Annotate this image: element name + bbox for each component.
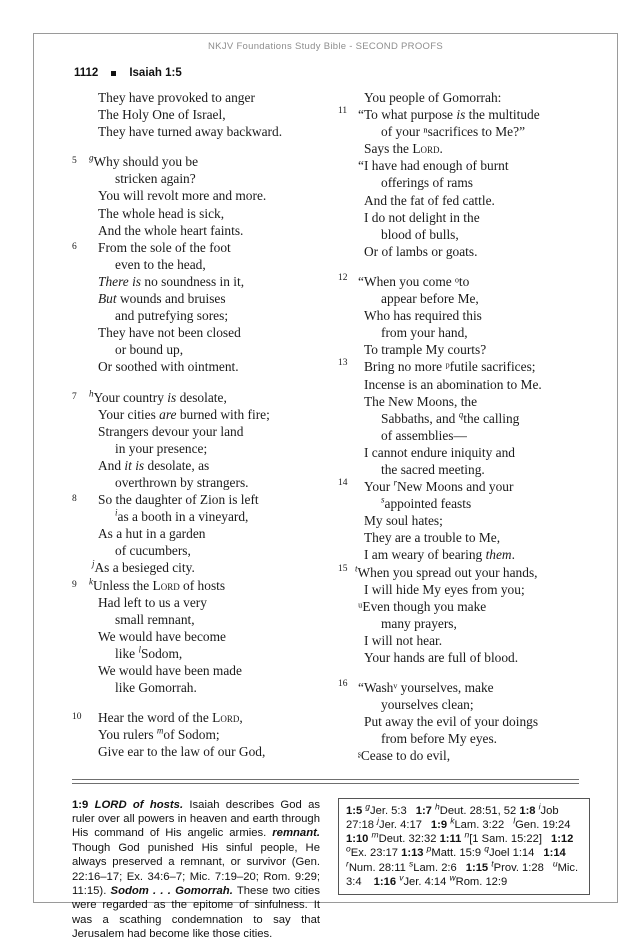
footnote-marker[interactable]: m [156,725,164,736]
verse-text: Why should you be [93,154,199,170]
study-note [72,798,320,942]
running-head: NKJV Foundations Study Bible - SECOND PROOFS [208,41,443,52]
verse-line: They have turned away backward. [98,124,283,140]
study-note-headword: LORD of hosts. [94,798,184,811]
verse-line: They are a trouble to Me, [364,530,501,546]
verse-number: 8 [72,494,77,505]
verse-line: The whole head is sick, [98,205,225,221]
xref-letter[interactable]: g [365,800,371,811]
study-note-text: These two cities were regarded as the epitome of sinfulness. It was a scathing condemnation to say that Jerusalem had become like those cities. [72,885,320,941]
verse-line: Your $^r$New Moons and your [364,477,514,495]
verse-line: “To what purpose is the multitude [358,107,540,123]
italic-word: But [98,291,117,307]
verse-block-14 [338,478,590,563]
verse-line: So the daughter of Zion is left [98,492,259,508]
verse-line: Sabbaths, and $^q$the calling [381,409,520,426]
verse-line: from before My eyes. [381,731,498,747]
verse-number: 12 [338,272,348,283]
verse-line: Who has required this [364,308,482,324]
double-rule [72,779,579,784]
xref-letter[interactable]: j [377,815,379,826]
verse-block-8 [72,491,320,576]
verse-line: We would have become [98,628,226,644]
footnote-marker[interactable]: k [89,576,93,587]
footnote-marker[interactable]: t [355,563,358,574]
verse-line: or bound up, [115,342,184,358]
apparatus-row [34,798,617,942]
verse-line: There is no soundness in it, [98,273,245,289]
xref-letter[interactable]: o [346,843,351,854]
verse-line: Had left to us a very [98,594,207,610]
verse-line: ᵘEven though you make [358,598,487,614]
verse-line: I will not hear. [364,632,443,648]
verse-line: Give ear to the law of our God, [98,744,266,760]
verse-line: “Washᵛ yourselves, make [358,680,494,696]
verse-line: I do not delight in the [364,209,480,225]
verse-line: yourselves clean; [381,697,474,713]
xref-target[interactable]: Deut. 32:32 [378,833,437,846]
xref-letter[interactable]: q [484,843,489,854]
verse-line: I am weary of bearing them. [364,547,515,563]
verse-line: I will hide My eyes from you; [364,581,525,597]
verse-line: Hear the word of the Lord, [98,710,243,726]
verse-number: 15 [338,563,348,574]
verse-number: 9 [72,579,77,590]
verse-line: They have provoked to anger [98,90,255,105]
xref-target[interactable]: Matt. 15:9 [431,847,482,860]
verse-line: “When you come ᵒto [358,273,470,289]
verse-line: You will revolt more and more. [98,188,267,204]
verse-number: 10 [72,712,82,723]
verse-line: $^k$Unless the Lord of hosts [89,576,226,593]
xref-letter[interactable]: k [450,815,455,826]
scripture-column-right [338,89,590,765]
xref-verse: 1:8 [519,804,536,817]
verse-line: Or soothed with ointment. [98,359,239,375]
verse-line: My soul hates; [364,513,443,529]
xref-target[interactable]: Gen. 19:24 [515,818,571,831]
verse-line: of your ⁿsacrifices to Me?” [381,124,526,140]
verse-line: ᶳCease to do evil, [358,748,451,764]
verse-number: 11 [338,106,348,117]
verse-block-continuation-right [338,89,590,106]
verse-line: The New Moons, the [364,393,478,409]
divine-name: Lord [412,141,440,157]
verse-line: $^s$appointed feasts [381,494,472,512]
verse-line: Your cities are burned with fire; [98,406,270,422]
verse-line: They have not been closed [98,325,241,341]
xref-target[interactable]: Num. 28:11 [348,861,406,874]
xref-target[interactable]: Job 27:18 [346,804,559,831]
square-bullet-icon [111,71,116,76]
xref-target[interactable]: Lam. 2:6 [413,861,457,874]
verse-line: And it is desolate, as [98,457,210,473]
verse-text: as a booth in a vineyard, [117,509,249,525]
verse-line: overthrown by strangers. [115,474,249,490]
verse-block-16 [338,679,590,764]
xref-letter[interactable]: w [449,872,456,883]
xref-target[interactable]: Joel 1:14 [488,847,535,860]
xref-target[interactable]: Lam. 3:22 [454,818,505,831]
verse-number: 16 [338,679,348,690]
verse-line [98,508,320,525]
scripture-column-left [72,89,320,765]
verse-number: 5 [72,156,77,167]
xref-letter[interactable]: r [346,858,349,869]
verse-block-continuation [72,89,320,140]
xref-verse: 1:10 [346,833,369,846]
footnote-marker[interactable]: s [381,494,385,505]
xref-target[interactable]: Jer. 4:17 [379,818,422,831]
verse-line: blood of bulls, [381,226,459,242]
verse-line: As a hut in a garden [98,526,206,542]
verse-block-6 [72,239,320,376]
verse-block-7 [72,389,320,492]
xref-target[interactable]: Deut. 28:51, 52 [439,804,517,817]
xref-letter[interactable]: s [408,858,414,869]
verse-block-12 [338,273,590,358]
verse-block-5 [72,153,320,238]
verse-number: 7 [72,391,77,402]
verse-line: like $^l$Sodom, [115,644,183,661]
italic-word: them [485,547,512,563]
xref-letter[interactable]: h [435,800,440,811]
footnote-marker[interactable]: j [92,558,95,569]
xref-target[interactable]: Prov. 1:28 [493,861,544,874]
divine-name: Lord [212,710,240,726]
section-divider [72,779,579,784]
xref-letter[interactable]: l [513,815,516,826]
xref-letter[interactable]: n [464,829,470,840]
verse-line [92,559,320,576]
cross-reference-column [338,798,590,942]
xref-verse: 1:16 [373,876,397,889]
verse-line: We would have been made [98,663,242,678]
verse-line: Bring no more ᵖfutile sacrifices; [364,359,536,375]
verse-line: $^h$Your country is desolate, [89,388,227,405]
verse-line: Strangers devour your land [98,423,244,439]
verse-line: You rulers $^m$of Sodom; [98,725,220,743]
xref-letter[interactable]: v [399,872,404,883]
study-note-text: Isaiah describes God as ruler over all powers in heaven and earth through His command of His angelic armies. [72,798,320,840]
verse-line: “I have had enough of burnt [358,158,509,174]
folio-scripture-reference: Isaiah 1:5 [129,67,182,79]
xref-verse: 1:7 [415,804,432,817]
xref-letter[interactable]: i [538,800,541,811]
study-note-text: Though God punished His sinful people, He always preserved a remnant, or survivor (Gen. 22:16–17; Ex. 34:6–7; Mic. 7:19–20; Rom. 9:29; 11:15). [72,841,320,897]
xref-verse: 1:11 [439,833,462,846]
verse-line: even to the head, [115,256,206,272]
bible-page [33,33,618,941]
footnote-marker[interactable]: h [89,388,94,399]
italic-word: is [456,107,466,123]
verse-line: many prayers, [381,615,457,631]
study-note-reference: 1:9 [72,798,89,811]
italic-word: is [167,389,177,405]
xref-target[interactable]: Rom. 12:9 [455,876,508,889]
verse-line: Your hands are full of blood. [364,650,519,665]
verse-block-11 [338,106,590,260]
verse-number: 13 [338,358,348,369]
italic-word: it is [124,457,145,473]
verse-line: like Gomorrah. [115,680,197,696]
xref-target[interactable]: Jer. 4:14 [403,876,447,889]
verse-text: When you spread out your hands, [357,564,538,580]
footnote-marker[interactable]: l [138,644,141,655]
verse-line: But wounds and bruises [98,291,226,307]
verse-number: 14 [338,478,348,489]
verse-line [89,153,320,170]
verse-line: offerings of rams [381,175,473,191]
verse-block-15 [338,564,590,667]
verse-line: Says the Lord. [364,141,443,157]
verse-line: of cucumbers, [115,543,191,559]
xref-letter[interactable]: u [552,858,558,869]
verse-line: From the sole of the foot [98,239,231,255]
verse-line: Put away the evil of your doings [364,714,539,730]
study-note-headword: Sodom . . . Gomorrah. [110,885,233,897]
verse-line: Incense is an abomination to Me. [364,376,542,392]
italic-word: There is [98,273,142,289]
xref-verse: 1:15 [465,861,489,874]
footnote-marker[interactable]: r [393,477,398,488]
verse-block-13 [338,358,590,478]
verse-line: of assemblies— [381,427,467,443]
xref-target[interactable]: Mic. 3:4 [346,861,579,889]
verse-number: 6 [72,241,77,252]
xref-verse: 1:13 [401,847,424,860]
verse-line: And the fat of fed cattle. [364,192,495,208]
verse-block-10 [72,709,320,760]
folio-line [34,67,617,79]
verse-line [355,564,590,581]
xref-verse: 1:9 [430,818,448,831]
italic-word: are [159,406,177,422]
xref-verse: 1:12 [550,833,574,846]
xref-verse: 1:5 [346,804,363,817]
verse-text: As a besieged city. [94,560,195,576]
study-note-headword: remnant. [272,827,320,840]
xref-letter[interactable]: t [491,858,494,869]
verse-line: in your presence; [115,440,208,456]
footnote-marker[interactable]: q [458,409,464,420]
footnote-marker[interactable]: g [89,152,94,163]
verse-line: The Holy One of Israel, [98,107,226,123]
verse-line: I cannot endure iniquity and [364,444,515,460]
xref-target[interactable]: Ex. 23:17 [350,847,399,860]
verse-line: Or of lambs or goats. [364,243,478,259]
xref-letter[interactable]: m [371,829,379,840]
cross-reference-box [338,798,590,896]
xref-target[interactable]: Jer. 5:3 [370,804,407,817]
divine-name: Lord [152,577,180,593]
verse-line: and putrefying sores; [115,308,229,324]
folio-page-number: 1112 [74,67,99,79]
scripture-columns [34,89,617,765]
verse-line: stricken again? [115,171,196,187]
verse-line: from your hand, [381,325,468,341]
verse-line: small remnant, [115,611,195,627]
xref-target[interactable]: [1 Sam. 15:22] [469,833,542,846]
verse-line: To trample My courts? [364,342,487,358]
xref-letter[interactable]: p [426,843,432,854]
footnote-marker[interactable]: i [115,507,118,518]
verse-line: the sacred meeting. [381,461,485,477]
verse-block-9 [72,577,320,697]
verse-line: And the whole heart faints. [98,222,244,238]
verse-line: You people of Gomorrah: [364,90,502,105]
xref-verse: 1:14 [543,847,566,860]
verse-line: appear before Me, [381,291,479,307]
